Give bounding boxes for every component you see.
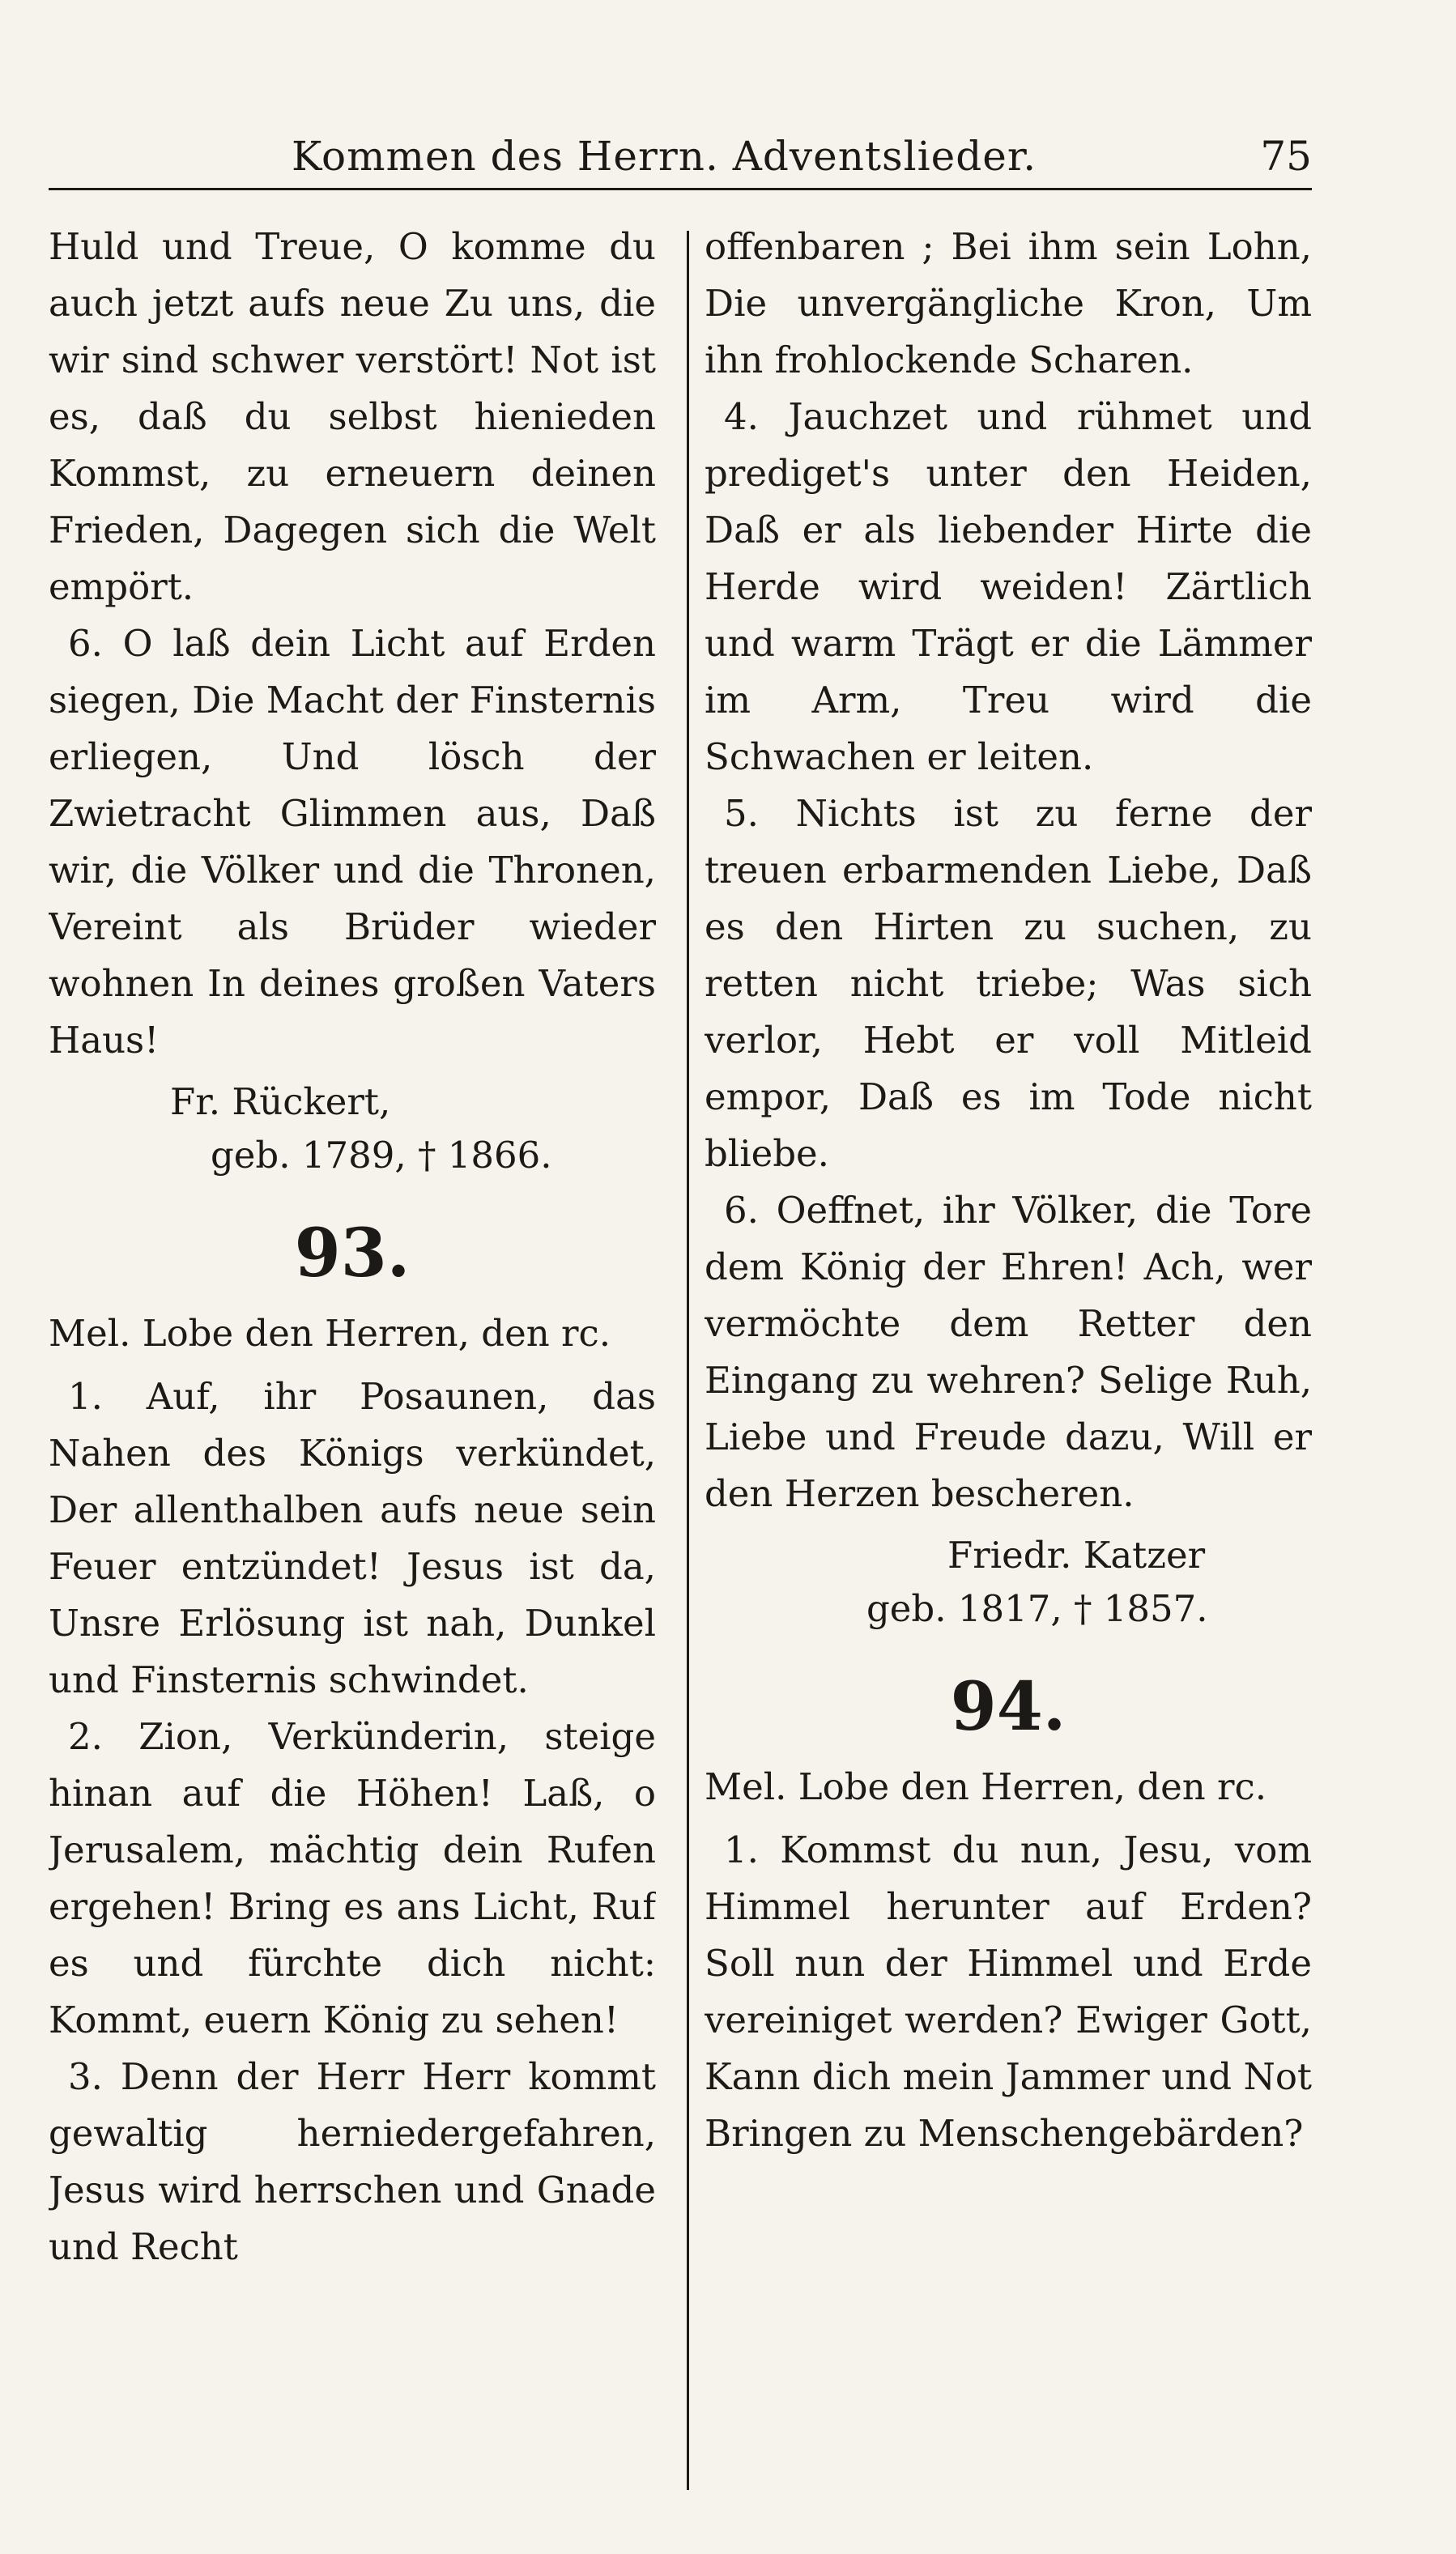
- hymn-number-93: 93.: [294, 1215, 411, 1292]
- author-name: Friedr. Katzer: [947, 1534, 1206, 1577]
- page-number: 75: [1260, 133, 1312, 180]
- hymn-93-verse-2: 2. Zion, Verkünderin, steige hinan auf die Höhen! Laß, o Jerusalem, mächtig dein Rufen ergehen! Bring es ans Licht, Ruf es und fürchte dich nicht: Kommt, euern König zu sehen!: [49, 1715, 656, 2041]
- right-column: [705, 219, 1312, 2494]
- page-header: [49, 121, 1312, 186]
- author-dates: geb. 1817, † 1857.: [866, 1587, 1208, 1630]
- hymn-93-verse-3: 3. Denn der Herr Herr kommt gewaltig herniedergefahren, Jesus wird herrschen und Gnade und Recht: [49, 2055, 656, 2268]
- hymn-93-verse-1: 1. Auf, ihr Posaunen, das Nahen des Königs verkündet, Der allenthalben aufs neue sein Feuer entzündet! Jesus ist da, Unsre Erlösung ist nah, Dunkel und Finsternis schwindet.: [49, 1375, 656, 1701]
- hymn-92-continuation: Huld und Treue, O komme du auch jetzt aufs neue Zu uns, die wir sind schwer verstört! Not ist es, daß du selbst hienieden Kommst, zu erneuern deinen Frieden, Dagegen sich die Welt empört.: [49, 225, 656, 608]
- hymn-93-verse-6: 6. Oeffnet, ihr Völker, die Tore dem König der Ehren! Ach, wer vermöchte dem Retter den Eingang zu wehren? Selige Ruh, Liebe und Freude dazu, Will er den Herzen bescheren.: [705, 1189, 1312, 1515]
- column-divider: [687, 231, 689, 2490]
- hymn-93-verse-4: 4. Jauchzet und rühmet und prediget's unter den Heiden, Daß er als liebender Hirte die Herde wird weiden! Zärtlich und warm Trägt er die Lämmer im Arm, Treu wird die Schwachen er leiten.: [705, 395, 1312, 778]
- hymn-93-continuation: offenbaren ; Bei ihm sein Lohn, Die unvergängliche Kron, Um ihn frohlockende Scharen.: [705, 225, 1312, 381]
- hymn-94-verse-1: 1. Kommst du nun, Jesu, vom Himmel herunter auf Erden? Soll nun der Himmel und Erde vereiniget werden? Ewiger Gott, Kann dich mein Jammer und Not Bringen zu Menschengebärden?: [705, 1828, 1312, 2155]
- author-name: Fr. Rückert,: [170, 1080, 391, 1123]
- header-rule: [49, 188, 1312, 190]
- hymn-number-94: 94.: [950, 1668, 1066, 1746]
- hymn-92-author: [49, 1075, 656, 1182]
- hymn-94-melody: Mel. Lobe den Herren, den rc.: [705, 1765, 1267, 1808]
- author-dates: geb. 1789, † 1866.: [211, 1134, 552, 1177]
- hymn-92-verse-6: 6. O laß dein Licht auf Erden siegen, Die Macht der Finsternis erliegen, Und lösch der Zwietracht Glimmen aus, Daß wir, die Völker und die Thronen, Vereint als Brüder wieder wohnen In deines großen Vaters Haus!: [49, 622, 656, 1062]
- running-title: Kommen des Herrn. Adventslieder.: [292, 133, 1037, 180]
- hymn-93-melody: Mel. Lobe den Herren, den rc.: [49, 1312, 611, 1355]
- left-column: [49, 219, 656, 2494]
- hymn-93-author: [705, 1529, 1312, 1636]
- hymn-93-verse-5: 5. Nichts ist zu ferne der treuen erbarmenden Liebe, Daß es den Hirten zu suchen, zu retten nicht triebe; Was sich verlor, Hebt er voll Mitleid empor, Daß es im Tode nicht bliebe.: [705, 792, 1312, 1175]
